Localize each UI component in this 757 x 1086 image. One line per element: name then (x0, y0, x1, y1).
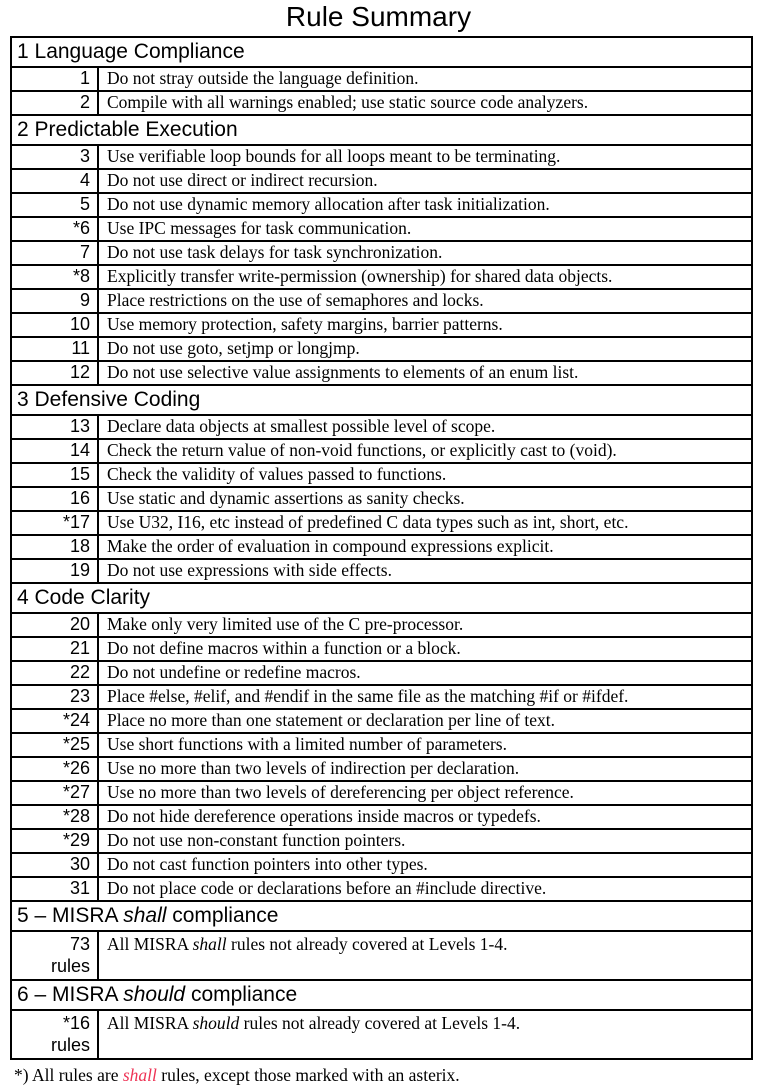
rule-text-segment: shall (192, 934, 227, 954)
rule-text-cell (98, 535, 752, 559)
rule-number-line: 1 (79, 68, 90, 88)
rule-number-line: rules (50, 956, 90, 976)
rule-row (11, 241, 752, 265)
rule-row (11, 169, 752, 193)
rule-summary-table-body (11, 37, 752, 1059)
rule-number-line: 14 (69, 440, 90, 460)
rule-row (11, 511, 752, 535)
rule-number-line: 31 (69, 878, 90, 898)
rule-text-segment: Make only very limited use of the C pre-processor. (107, 614, 464, 634)
rule-number-cell (11, 733, 98, 757)
rule-text-segment: rules not already covered at Levels 1-4. (226, 934, 508, 954)
section-header-row (11, 37, 752, 67)
rule-number-line: *16 (62, 1013, 90, 1033)
rule-text-cell (98, 241, 752, 265)
rule-text-cell (98, 337, 752, 361)
rule-number-cell (11, 559, 98, 583)
rule-text-cell (98, 805, 752, 829)
section-header (11, 901, 752, 931)
rule-number-cell (11, 265, 98, 289)
rule-row (11, 733, 752, 757)
rule-number-line: *27 (62, 782, 90, 802)
rule-row (11, 337, 752, 361)
rule-number-line: *17 (62, 512, 90, 532)
rule-text-cell (98, 685, 752, 709)
rule-text-segment: All MISRA (107, 1013, 193, 1033)
rule-number-cell (11, 877, 98, 901)
rule-row (11, 289, 752, 313)
rule-number-line: *28 (62, 806, 90, 826)
rule-number-cell (11, 487, 98, 511)
rule-number-cell (11, 613, 98, 637)
rule-text-segment: All MISRA (107, 934, 193, 954)
rule-text-segment: Use verifiable loop bounds for all loops meant to be terminating. (107, 146, 561, 166)
rule-number-line: *8 (72, 266, 90, 286)
rule-number-cell (11, 535, 98, 559)
rule-row (11, 853, 752, 877)
rule-number-cell (11, 511, 98, 535)
rule-text-segment: Use memory protection, safety margins, barrier patterns. (107, 314, 503, 334)
rule-number-line: 15 (69, 464, 90, 484)
rule-text-segment: Place #else, #elif, and #endif in the same file as the matching #if or #ifdef. (107, 686, 629, 706)
rule-text-segment: Do not use task delays for task synchronization. (107, 242, 443, 262)
rule-number-cell (11, 217, 98, 241)
rule-text-cell (98, 193, 752, 217)
rule-text-cell (98, 415, 752, 439)
rule-text-segment: Do not define macros within a function or a block. (107, 638, 461, 658)
section-header-text: 4 Code Clarity (17, 585, 151, 609)
rule-number-cell (11, 829, 98, 853)
rule-text-cell (98, 361, 752, 385)
rule-row (11, 415, 752, 439)
rule-row (11, 559, 752, 583)
rule-row (11, 91, 752, 115)
rule-row (11, 1010, 752, 1059)
rule-number-line: 30 (69, 854, 90, 874)
section-header-row (11, 115, 752, 145)
rule-text-segment: Do not use dynamic memory allocation after task initialization. (107, 194, 550, 214)
rule-number-cell (11, 637, 98, 661)
rule-number-cell (11, 853, 98, 877)
section-header (11, 385, 752, 415)
rule-text-segment: rules not already covered at Levels 1-4. (239, 1013, 521, 1033)
rule-text-cell (98, 265, 752, 289)
section-header-text: 1 Language Compliance (17, 39, 245, 63)
rule-text-cell (98, 487, 752, 511)
rule-number-cell (11, 241, 98, 265)
rule-number-cell (11, 193, 98, 217)
section-header-text: 5 – MISRA (17, 903, 124, 927)
rule-text-segment: Make the order of evaluation in compound expressions explicit. (107, 536, 554, 556)
rule-number-line: 18 (69, 536, 90, 556)
rule-text-segment: should (192, 1013, 240, 1033)
rule-text-segment: Do not undefine or redefine macros. (107, 662, 361, 682)
rule-number-cell (11, 439, 98, 463)
section-header-row (11, 385, 752, 415)
rule-text-segment: Declare data objects at smallest possible level of scope. (107, 416, 496, 436)
rule-row (11, 757, 752, 781)
rule-row (11, 463, 752, 487)
rule-text-cell (98, 877, 752, 901)
rule-row (11, 535, 752, 559)
section-header-text: compliance (166, 903, 279, 927)
rule-text-segment: Use no more than two levels of indirection per declaration. (107, 758, 520, 778)
rule-row (11, 709, 752, 733)
section-header-row (11, 583, 752, 613)
rule-number-cell (11, 685, 98, 709)
rule-row (11, 931, 752, 980)
rule-number-line: 13 (69, 416, 90, 436)
section-header-text: should (123, 982, 186, 1006)
rule-number-cell (11, 709, 98, 733)
rule-summary-table (10, 36, 753, 1060)
footnote-segment: *) All rules are (14, 1065, 123, 1085)
rule-number-cell (11, 931, 98, 980)
rule-text-segment: Do not use direct or indirect recursion. (107, 170, 378, 190)
rule-number-line: 23 (69, 686, 90, 706)
rule-text-cell (98, 169, 752, 193)
rule-number-line: 9 (79, 290, 90, 310)
rule-text-cell (98, 853, 752, 877)
rule-text-segment: Do not hide dereference operations inside macros or typedefs. (107, 806, 541, 826)
section-header-text: 3 Defensive Coding (17, 387, 201, 411)
rule-number-line: 11 (71, 338, 90, 358)
rule-number-line: *24 (62, 710, 90, 730)
rule-number-line: 5 (79, 194, 90, 214)
rule-number-cell (11, 169, 98, 193)
rule-row (11, 67, 752, 91)
rule-text-cell (98, 463, 752, 487)
rule-row (11, 265, 752, 289)
rule-row (11, 217, 752, 241)
footnote-segment: rules, except those marked with an asterix. (156, 1065, 460, 1085)
rule-row (11, 661, 752, 685)
rule-number-cell (11, 415, 98, 439)
rule-number-cell (11, 463, 98, 487)
rule-text-cell (98, 757, 752, 781)
rule-row (11, 145, 752, 169)
rule-text-cell (98, 781, 752, 805)
rule-text-segment: Check the return value of non-void functions, or explicitly cast to (void). (107, 440, 617, 460)
rule-row (11, 781, 752, 805)
section-header (11, 583, 752, 613)
rule-number-line: 7 (79, 242, 90, 262)
rule-number-cell (11, 805, 98, 829)
rule-text-cell (98, 733, 752, 757)
rule-row (11, 637, 752, 661)
rule-text-segment: Use IPC messages for task communication. (107, 218, 412, 238)
rule-number-line: 10 (69, 314, 90, 334)
rule-row (11, 877, 752, 901)
section-header-text: 2 Predictable Execution (17, 117, 238, 141)
rule-number-line: *25 (62, 734, 90, 754)
rule-text-segment: Use no more than two levels of dereferencing per object reference. (107, 782, 574, 802)
rule-number-line: 12 (69, 362, 90, 382)
rule-row (11, 439, 752, 463)
rule-number-cell (11, 361, 98, 385)
section-header-text: shall (123, 903, 167, 927)
section-header-row (11, 980, 752, 1010)
rule-row (11, 685, 752, 709)
rule-number-line: *6 (72, 218, 90, 238)
rule-number-line: 3 (79, 146, 90, 166)
rule-text-cell (98, 1010, 752, 1059)
section-header-row (11, 901, 752, 931)
rule-text-cell (98, 637, 752, 661)
rule-number-line: *26 (62, 758, 90, 778)
rule-text-segment: Use static and dynamic assertions as sanity checks. (107, 488, 465, 508)
rule-text-cell (98, 439, 752, 463)
rule-number-line: 2 (79, 92, 90, 112)
footnote (14, 1065, 757, 1086)
rule-text-cell (98, 145, 752, 169)
rule-text-cell (98, 559, 752, 583)
rule-number-line: 4 (79, 170, 90, 190)
rule-number-cell (11, 757, 98, 781)
rule-number-line: 73 (69, 934, 90, 954)
rule-text-segment: Do not stray outside the language definition. (107, 68, 419, 88)
rule-number-cell (11, 67, 98, 91)
rule-number-line: *29 (62, 830, 90, 850)
rule-number-line: 16 (69, 488, 90, 508)
rule-number-cell (11, 781, 98, 805)
rule-number-cell (11, 1010, 98, 1059)
rule-text-cell (98, 313, 752, 337)
rule-number-cell (11, 337, 98, 361)
rule-row (11, 805, 752, 829)
rule-text-segment: Do not use expressions with side effects. (107, 560, 392, 580)
rule-text-cell (98, 67, 752, 91)
rule-text-segment: Place restrictions on the use of semaphores and locks. (107, 290, 484, 310)
rule-text-cell (98, 709, 752, 733)
rule-row (11, 361, 752, 385)
rule-text-segment: Do not cast function pointers into other types. (107, 854, 428, 874)
rule-text-cell (98, 217, 752, 241)
rule-text-segment: Do not use selective value assignments to elements of an enum list. (107, 362, 579, 382)
rule-text-segment: Place no more than one statement or declaration per line of text. (107, 710, 556, 730)
rule-text-segment: Do not use non-constant function pointers. (107, 830, 406, 850)
rule-text-cell (98, 91, 752, 115)
rule-number-cell (11, 661, 98, 685)
rule-number-line: 19 (69, 560, 90, 580)
rule-text-cell (98, 661, 752, 685)
rule-row (11, 193, 752, 217)
rule-number-cell (11, 313, 98, 337)
rule-text-segment: Do not place code or declarations before an #include directive. (107, 878, 547, 898)
rule-number-line: rules (50, 1035, 90, 1055)
rule-number-line: 22 (69, 662, 90, 682)
rule-text-segment: Explicitly transfer write-permission (ownership) for shared data objects. (107, 266, 613, 286)
section-header (11, 980, 752, 1010)
section-header (11, 37, 752, 67)
rule-row (11, 613, 752, 637)
rule-text-segment: Use short functions with a limited number of parameters. (107, 734, 507, 754)
rule-text-cell (98, 613, 752, 637)
rule-row (11, 829, 752, 853)
rule-text-segment: Compile with all warnings enabled; use static source code analyzers. (107, 92, 589, 112)
section-header-text: compliance (185, 982, 298, 1006)
rule-number-line: 20 (69, 614, 90, 634)
rule-text-cell (98, 829, 752, 853)
page-title: Rule Summary (285, 1, 472, 32)
rule-text-cell (98, 931, 752, 980)
rule-text-cell (98, 289, 752, 313)
section-header (11, 115, 752, 145)
footnote-segment: shall (122, 1065, 157, 1085)
rule-number-cell (11, 289, 98, 313)
rule-number-cell (11, 145, 98, 169)
rule-text-cell (98, 511, 752, 535)
rule-text-segment: Do not use goto, setjmp or longjmp. (107, 338, 360, 358)
rule-number-line: 21 (69, 638, 90, 658)
rule-row (11, 487, 752, 511)
rule-number-cell (11, 91, 98, 115)
page (0, 1, 757, 1085)
section-header-text: 6 – MISRA (17, 982, 124, 1006)
rule-text-segment: Use U32, I16, etc instead of predefined C data types such as int, short, etc. (107, 512, 629, 532)
rule-row (11, 313, 752, 337)
rule-text-segment: Check the validity of values passed to functions. (107, 464, 447, 484)
